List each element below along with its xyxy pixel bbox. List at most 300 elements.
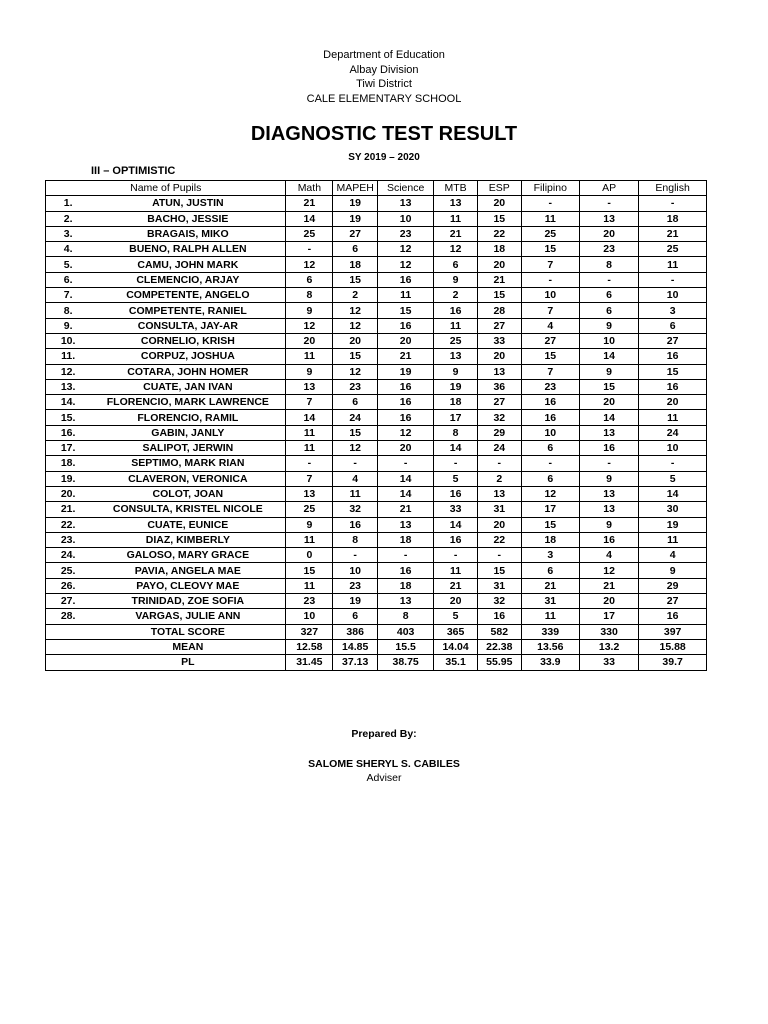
score-cell: 11 [286,532,333,547]
score-cell: 6 [639,318,707,333]
pupil-name: CORPUZ, JOSHUA [90,349,286,364]
pupil-name: COTARA, JOHN HOMER [90,364,286,379]
header-district: Tiwi District [356,78,412,90]
row-number: 8. [46,303,91,318]
score-cell: 16 [579,532,638,547]
score-cell: 17 [579,609,638,624]
score-cell: 6 [579,303,638,318]
score-cell: 13 [378,196,434,211]
score-cell: 0 [286,548,333,563]
score-cell: 20 [477,257,521,272]
score-cell: 14 [434,517,478,532]
score-cell: 21 [286,196,333,211]
score-cell: 15 [378,303,434,318]
score-cell: 25 [286,502,333,517]
score-cell: 5 [434,609,478,624]
summary-value: 33 [579,655,638,670]
row-number: 19. [46,471,91,486]
pupil-name: CORNELIO, KRISH [90,333,286,348]
score-cell: 27 [333,226,378,241]
score-cell: 5 [434,471,478,486]
row-number: 26. [46,578,91,593]
score-cell: 8 [579,257,638,272]
score-cell: 16 [521,410,579,425]
score-cell: 7 [521,364,579,379]
pupil-name: PAYO, CLEOVY MAE [90,578,286,593]
score-cell: 20 [477,517,521,532]
score-cell: 8 [378,609,434,624]
score-cell: 12 [333,364,378,379]
table-row [46,609,707,624]
score-cell: 16 [378,410,434,425]
score-cell: 15 [477,211,521,226]
score-cell: 2 [434,288,478,303]
score-cell: 15 [333,425,378,440]
score-cell: 15 [579,379,638,394]
table-row [46,333,707,348]
row-number: 28. [46,609,91,624]
score-cell: 30 [639,502,707,517]
score-cell: 33 [477,333,521,348]
score-cell: 11 [286,441,333,456]
score-cell: 18 [378,578,434,593]
score-cell: - [639,456,707,471]
row-number: 1. [46,196,91,211]
score-cell: 31 [477,502,521,517]
summary-label: MEAN [90,639,286,654]
results-table [45,180,707,671]
score-cell: 29 [477,425,521,440]
summary-value: 15.5 [378,639,434,654]
score-cell: 10 [579,333,638,348]
row-number: 18. [46,456,91,471]
score-cell: 15 [521,517,579,532]
score-cell: 20 [579,395,638,410]
score-cell: 10 [521,288,579,303]
summary-value: 15.88 [639,639,707,654]
score-cell: 9 [286,364,333,379]
score-cell: 24 [477,441,521,456]
score-cell: 6 [333,395,378,410]
prepared-by-label: Prepared By: [351,728,417,740]
table-row [46,578,707,593]
summary-value: 365 [434,624,478,639]
score-cell: 19 [434,379,478,394]
score-cell: 12 [333,303,378,318]
score-cell: - [378,456,434,471]
score-cell: 2 [477,471,521,486]
score-cell: 11 [434,318,478,333]
score-cell: 4 [579,548,638,563]
score-cell: - [434,548,478,563]
score-cell: 18 [378,532,434,547]
score-cell: 13 [378,517,434,532]
score-cell: 21 [434,578,478,593]
row-number: 3. [46,226,91,241]
score-cell: 15 [333,272,378,287]
score-cell: 13 [434,349,478,364]
summary-value: 397 [639,624,707,639]
score-cell: 12 [286,318,333,333]
score-cell: 19 [333,594,378,609]
table-row [46,395,707,410]
section-name: III – OPTIMISTIC [91,165,176,177]
score-cell: 22 [477,532,521,547]
score-cell: 20 [579,594,638,609]
score-cell: 19 [333,211,378,226]
score-cell: 8 [286,288,333,303]
score-cell: 16 [579,441,638,456]
score-cell: 18 [639,211,707,226]
pupil-name: SEPTIMO, MARK RIAN [90,456,286,471]
row-number: 4. [46,242,91,257]
score-cell: 12 [333,318,378,333]
score-cell: 18 [521,532,579,547]
score-cell: 8 [434,425,478,440]
score-cell: 11 [378,288,434,303]
score-cell: 15 [477,288,521,303]
pupil-name: ATUN, JUSTIN [90,196,286,211]
score-cell: 31 [521,594,579,609]
score-cell: 23 [333,379,378,394]
table-row [46,303,707,318]
score-cell: 13 [579,502,638,517]
summary-spacer [46,655,91,670]
summary-value: 339 [521,624,579,639]
score-cell: 16 [378,563,434,578]
score-cell: 11 [521,211,579,226]
summary-value: 31.45 [286,655,333,670]
score-cell: 17 [434,410,478,425]
score-cell: 11 [639,532,707,547]
summary-value: 39.7 [639,655,707,670]
score-cell: 24 [333,410,378,425]
score-cell: 16 [639,349,707,364]
score-cell: - [521,196,579,211]
table-row [46,379,707,394]
pupil-name: PAVIA, ANGELA MAE [90,563,286,578]
score-cell: 12 [521,486,579,501]
score-cell: 9 [434,364,478,379]
score-cell: - [434,456,478,471]
document-header [0,48,768,106]
score-cell: 21 [477,272,521,287]
score-cell: 6 [286,272,333,287]
score-cell: 10 [639,441,707,456]
table-row [46,441,707,456]
score-cell: 9 [639,563,707,578]
score-cell: 11 [333,486,378,501]
score-cell: 13 [579,425,638,440]
score-cell: 20 [639,395,707,410]
score-cell: 20 [434,594,478,609]
score-cell: 9 [434,272,478,287]
score-cell: 25 [434,333,478,348]
score-cell: 10 [378,211,434,226]
score-cell: 32 [477,410,521,425]
score-cell: 14 [286,410,333,425]
score-cell: 20 [333,333,378,348]
score-cell: 23 [333,578,378,593]
table-row [46,563,707,578]
row-number: 20. [46,486,91,501]
score-cell: 27 [521,333,579,348]
score-cell: - [579,272,638,287]
column-header-name: Name of Pupils [46,181,286,196]
score-cell: 7 [286,471,333,486]
score-cell: 12 [434,242,478,257]
score-cell: 24 [639,425,707,440]
table-row [46,257,707,272]
summary-value: 582 [477,624,521,639]
pupil-name: SALIPOT, JERWIN [90,441,286,456]
table-row [46,486,707,501]
score-cell: 27 [477,395,521,410]
pupil-name: CONSULTA, KRISTEL NICOLE [90,502,286,517]
score-cell: 33 [434,502,478,517]
table-row [46,196,707,211]
pupil-name: BUENO, RALPH ALLEN [90,242,286,257]
pupil-name: CUATE, JAN IVAN [90,379,286,394]
score-cell: 9 [579,364,638,379]
score-cell: 21 [378,349,434,364]
score-cell: 14 [579,410,638,425]
row-number: 23. [46,532,91,547]
score-cell: 11 [639,257,707,272]
score-cell: 14 [378,471,434,486]
score-cell: 3 [639,303,707,318]
summary-value: 13.2 [579,639,638,654]
pupil-name: COLOT, JOAN [90,486,286,501]
row-number: 5. [46,257,91,272]
score-cell: 16 [378,318,434,333]
table-row [46,502,707,517]
score-cell: 16 [434,532,478,547]
score-cell: 4 [639,548,707,563]
score-cell: 22 [477,226,521,241]
score-cell: 3 [521,548,579,563]
pupil-name: GALOSO, MARY GRACE [90,548,286,563]
table-row [46,226,707,241]
score-cell: 15 [521,349,579,364]
row-number: 11. [46,349,91,364]
table-row [46,211,707,226]
row-number: 2. [46,211,91,226]
pupil-name: CUATE, EUNICE [90,517,286,532]
summary-value: 13.56 [521,639,579,654]
school-year: SY 2019 – 2020 [348,152,420,163]
score-cell: 12 [378,257,434,272]
row-number: 17. [46,441,91,456]
score-cell: 12 [378,242,434,257]
score-cell: 32 [333,502,378,517]
score-cell: 7 [521,303,579,318]
score-cell: 10 [639,288,707,303]
row-number: 7. [46,288,91,303]
score-cell: 11 [286,578,333,593]
summary-value: 403 [378,624,434,639]
row-number: 27. [46,594,91,609]
score-cell: 32 [477,594,521,609]
score-cell: 20 [477,349,521,364]
table-row [46,242,707,257]
score-cell: 16 [477,609,521,624]
row-number: 15. [46,410,91,425]
table-row [46,548,707,563]
score-cell: 27 [477,318,521,333]
score-cell: 13 [286,379,333,394]
score-cell: 6 [333,609,378,624]
score-cell: 13 [477,364,521,379]
pupil-name: TRINIDAD, ZOE SOFIA [90,594,286,609]
summary-row [46,624,707,639]
score-cell: 21 [639,226,707,241]
score-cell: 10 [333,563,378,578]
score-cell: 6 [579,288,638,303]
score-cell: 16 [378,379,434,394]
score-cell: 20 [579,226,638,241]
summary-label: PL [90,655,286,670]
header-division: Albay Division [349,63,419,76]
score-cell: 29 [639,578,707,593]
summary-value: 14.85 [333,639,378,654]
score-cell: 20 [286,333,333,348]
score-cell: 17 [521,502,579,517]
score-cell: 10 [286,609,333,624]
score-cell: 6 [521,441,579,456]
table-row [46,456,707,471]
score-cell: 16 [378,395,434,410]
pupil-name: FLORENCIO, MARK LAWRENCE [90,395,286,410]
score-cell: 21 [378,502,434,517]
pupil-name: CONSULTA, JAY-AR [90,318,286,333]
score-cell: - [579,196,638,211]
score-cell: 14 [579,349,638,364]
pupil-name: DIAZ, KIMBERLY [90,532,286,547]
score-cell: 14 [639,486,707,501]
score-cell: 11 [286,349,333,364]
row-number: 12. [46,364,91,379]
score-cell: 27 [639,333,707,348]
score-cell: 23 [378,226,434,241]
score-cell: 36 [477,379,521,394]
score-cell: 19 [333,196,378,211]
signatory-block [0,757,768,785]
row-number: 22. [46,517,91,532]
score-cell: 9 [579,517,638,532]
table-row [46,532,707,547]
column-header: Science [378,181,434,196]
score-cell: - [286,242,333,257]
score-cell: 2 [333,288,378,303]
table-row [46,425,707,440]
score-cell: 7 [286,395,333,410]
score-cell: 14 [378,486,434,501]
pupil-name: CAMU, JOHN MARK [90,257,286,272]
table-row [46,272,707,287]
score-cell: 4 [333,471,378,486]
summary-value: 386 [333,624,378,639]
score-cell: 15 [286,563,333,578]
score-cell: 6 [521,563,579,578]
row-number: 6. [46,272,91,287]
summary-spacer [46,639,91,654]
score-cell: - [333,548,378,563]
score-cell: 16 [639,609,707,624]
score-cell: 13 [434,196,478,211]
score-cell: 15 [521,242,579,257]
score-cell: 13 [378,594,434,609]
score-cell: 13 [286,486,333,501]
summary-value: 38.75 [378,655,434,670]
table-row [46,349,707,364]
page-title: DIAGNOSTIC TEST RESULT [250,123,518,145]
summary-value: 37.13 [333,655,378,670]
column-header: Math [286,181,333,196]
signatory-role: Adviser [366,772,402,784]
table-row [46,471,707,486]
pupil-name: FLORENCIO, RAMIL [90,410,286,425]
score-cell: 6 [434,257,478,272]
score-cell: 14 [286,211,333,226]
pupil-name: GABIN, JANLY [90,425,286,440]
score-cell: 11 [521,609,579,624]
summary-value: 35.1 [434,655,478,670]
score-cell: 15 [639,364,707,379]
summary-value: 14.04 [434,639,478,654]
score-cell: - [521,272,579,287]
column-header: MAPEH [333,181,378,196]
score-cell: 25 [521,226,579,241]
score-cell: 19 [378,364,434,379]
score-cell: - [286,456,333,471]
score-cell: 12 [579,563,638,578]
score-cell: 25 [639,242,707,257]
summary-value: 55.95 [477,655,521,670]
score-cell: 18 [333,257,378,272]
header-department: Department of Education [323,49,445,61]
score-cell: 21 [434,226,478,241]
row-number: 10. [46,333,91,348]
score-cell: 13 [477,486,521,501]
score-cell: 11 [434,211,478,226]
score-cell: 21 [579,578,638,593]
column-header: AP [579,181,638,196]
score-cell: - [639,272,707,287]
score-cell: 13 [579,486,638,501]
score-cell: 12 [286,257,333,272]
score-cell: 16 [434,303,478,318]
table-row [46,364,707,379]
score-cell: 21 [521,578,579,593]
summary-value: 33.9 [521,655,579,670]
table-row [46,517,707,532]
pupil-name: BRAGAIS, MIKO [90,226,286,241]
table-row [46,318,707,333]
score-cell: 25 [286,226,333,241]
score-cell: - [333,456,378,471]
score-cell: 5 [639,471,707,486]
score-cell: 27 [639,594,707,609]
summary-row [46,639,707,654]
score-cell: 16 [639,379,707,394]
score-cell: 31 [477,578,521,593]
score-cell: 9 [286,303,333,318]
table-header-row [46,181,707,196]
score-cell: 20 [378,333,434,348]
pupil-name: BACHO, JESSIE [90,211,286,226]
summary-spacer [46,624,91,639]
